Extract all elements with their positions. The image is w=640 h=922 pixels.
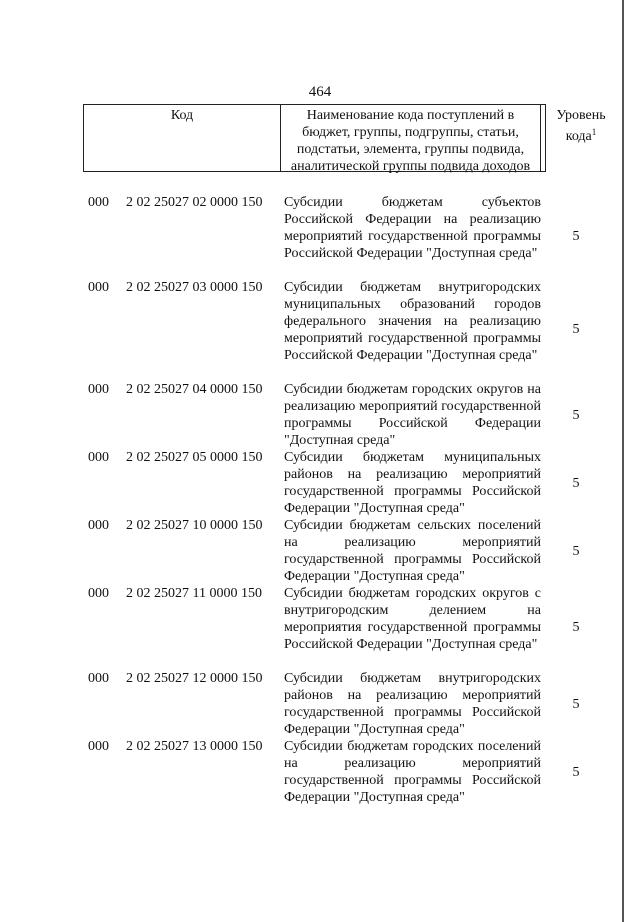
- row-name: Субсидии бюджетам муниципальных районов на реализацию мероприятий государственной программы Российской Федерации "Доступная среда": [284, 450, 541, 516]
- row-admin-code: 000: [88, 195, 109, 210]
- row-level: 5: [572, 229, 580, 244]
- scan-edge-shadow: [622, 0, 624, 922]
- row-name: Субсидии бюджетам городских поселений на реализацию мероприятий государственной программы Российской Федерации "Доступная среда": [284, 739, 541, 805]
- row-code: 2 02 25027 05 0000 150: [126, 450, 263, 465]
- row-level: 5: [572, 408, 580, 423]
- row-code: 2 02 25027 03 0000 150: [126, 280, 263, 295]
- row-level: 5: [572, 697, 580, 712]
- row-name: Субсидии бюджетам внутригородских муниципальных образований городов федерального значения на реализацию мероприятий государственной программы Российской Федерации "Доступная среда": [284, 280, 541, 363]
- header-level-footnote: 1: [591, 127, 597, 137]
- row-name: Субсидии бюджетам городских округов с внутригородским делением на мероприятия государственной программы Российской Федерации "Доступная среда": [284, 586, 541, 652]
- row-code: 2 02 25027 11 0000 150: [126, 586, 262, 601]
- table-header: [83, 104, 606, 174]
- row-admin-code: 000: [88, 671, 109, 686]
- row-admin-code: 000: [88, 280, 109, 295]
- row-level: 5: [572, 620, 580, 635]
- row-name: Субсидии бюджетам сельских поселений на реализацию мероприятий государственной программы Российской Федерации "Доступная среда": [284, 518, 541, 584]
- row-name: Субсидии бюджетам субъектов Российской Федерации на реализацию мероприятий государственной программы Российской Федерации "Доступная среда": [284, 195, 541, 261]
- page-number: 464: [308, 84, 332, 100]
- row-level: 5: [572, 322, 580, 337]
- row-level: 5: [572, 765, 580, 780]
- header-code: Код: [84, 105, 281, 171]
- header-level: [541, 105, 621, 171]
- row-level: 5: [572, 544, 580, 559]
- row-admin-code: 000: [88, 450, 109, 465]
- row-level: 5: [572, 476, 580, 491]
- row-admin-code: 000: [88, 518, 109, 533]
- row-admin-code: 000: [88, 382, 109, 397]
- row-code: 2 02 25027 02 0000 150: [126, 195, 263, 210]
- header-level-label: Уровень кода: [556, 108, 606, 144]
- row-code: 2 02 25027 13 0000 150: [126, 739, 263, 754]
- row-code: 2 02 25027 12 0000 150: [126, 671, 263, 686]
- row-admin-code: 000: [88, 739, 109, 754]
- row-admin-code: 000: [88, 586, 109, 601]
- row-name: Субсидии бюджетам внутригородских районов на реализацию мероприятий государственной программы Российской Федерации "Доступная среда": [284, 671, 541, 737]
- row-code: 2 02 25027 04 0000 150: [126, 382, 263, 397]
- row-name: Субсидии бюджетам городских округов на реализацию мероприятий государственной программы Российской Федерации "Доступная среда": [284, 382, 541, 448]
- row-code: 2 02 25027 10 0000 150: [126, 518, 263, 533]
- header-name: Наименование кода поступлений в бюджет, группы, подгруппы, статьи, подстатьи, элемента, группы подвида, аналитической группы подвида доходов: [281, 105, 541, 171]
